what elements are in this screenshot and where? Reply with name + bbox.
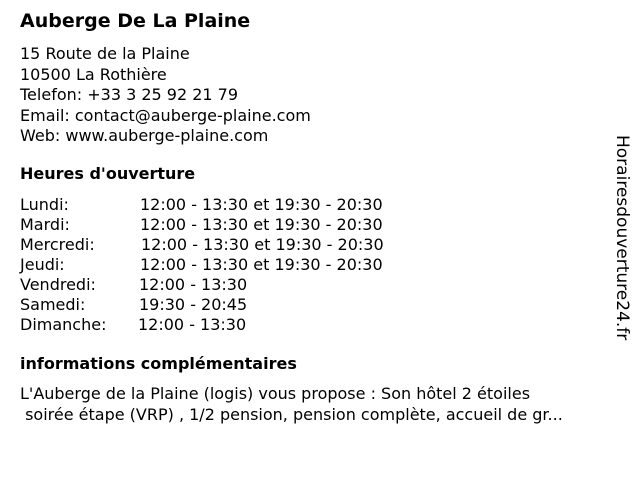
day-times: 19:30 - 20:45	[139, 295, 248, 314]
day-label: Samedi:	[20, 295, 86, 314]
day-times: 12:00 - 13:30 et 19:30 - 20:30	[140, 215, 383, 234]
business-name: Auberge De La Plaine	[20, 10, 251, 32]
hours-heading: Heures d'ouverture	[20, 164, 196, 183]
hours-row-monday	[20, 195, 384, 215]
contact-block	[20, 44, 311, 147]
day-times: 12:00 - 13:30	[139, 275, 248, 294]
day-label: Mardi:	[20, 215, 70, 234]
day-label: Jeudi:	[20, 255, 65, 274]
info-line-2: soirée étape (VRP) , 1/2 pension, pension complète, accueil de gr...	[20, 404, 563, 424]
day-times: 12:00 - 13:30 et 19:30 - 20:30	[140, 255, 383, 274]
hours-row-tuesday	[20, 215, 384, 235]
info-heading: informations complémentaires	[20, 354, 297, 373]
watermark-text: Horairesdouverture24.fr	[612, 135, 632, 341]
website-link[interactable]: Web: www.auberge-plaine.com	[20, 126, 269, 145]
info-description	[20, 384, 563, 425]
street-address: 15 Route de la Plaine	[20, 44, 190, 63]
phone-number[interactable]: Telefon: +33 3 25 92 21 79	[20, 85, 239, 104]
day-times: 12:00 - 13:30 et 19:30 - 20:30	[141, 235, 384, 254]
hours-row-saturday	[20, 295, 384, 315]
day-times: 12:00 - 13:30	[138, 315, 247, 334]
day-label: Mercredi:	[20, 235, 95, 254]
city-address: 10500 La Rothière	[20, 64, 167, 84]
day-label: Lundi:	[20, 195, 69, 214]
hours-row-friday	[20, 275, 384, 295]
email-address[interactable]: Email: contact@auberge-plaine.com	[20, 105, 311, 125]
hours-table	[20, 195, 384, 335]
day-label: Dimanche:	[20, 315, 107, 334]
hours-row-thursday	[20, 255, 384, 275]
day-label: Vendredi:	[20, 275, 96, 294]
hours-row-sunday	[20, 315, 384, 335]
day-times: 12:00 - 13:30 et 19:30 - 20:30	[140, 195, 383, 214]
info-line-1: L'Auberge de la Plaine (logis) vous propose : Son hôtel 2 étoiles	[20, 384, 531, 403]
hours-row-wednesday	[20, 235, 384, 255]
